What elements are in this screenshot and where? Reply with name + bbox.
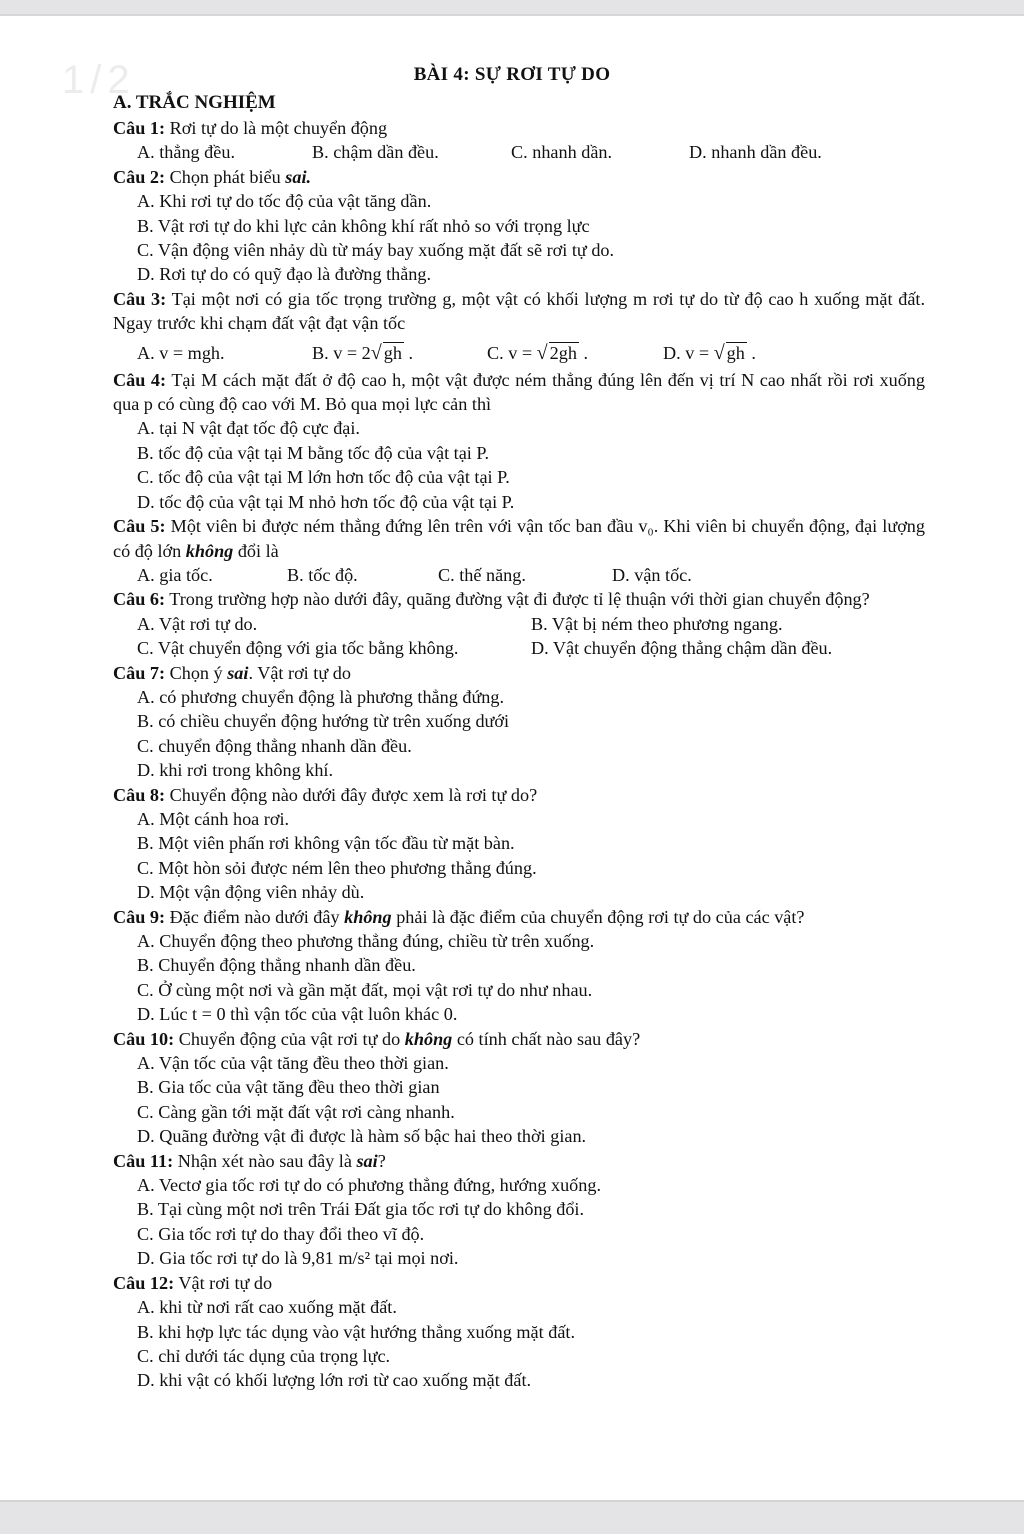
option-b: B. tốc độ. [287, 564, 358, 585]
option-c: C. Vật chuyển động với gia tốc bằng không. [137, 638, 459, 659]
question-stem [113, 116, 925, 140]
radicand: gh [383, 342, 402, 363]
option-c: C. tốc độ của vật tại M lớn hơn tốc độ của vật tại P. [137, 467, 510, 488]
radicand: gh [726, 342, 745, 363]
option-c: C. nhanh dần. [511, 142, 613, 163]
question-label: Câu 6: [113, 589, 166, 610]
question-label: Câu 12: [113, 1272, 175, 1293]
question-1 [113, 116, 925, 165]
question-text: Chọn phát biểu [165, 166, 286, 187]
question-stem [113, 1271, 925, 1295]
option-a: A. tại N vật đạt tốc độ cực đại. [137, 418, 360, 439]
option-a: A. Vectơ gia tốc rơi tự do có phương thẳng đứng, hướng xuống. [137, 1175, 601, 1196]
option-c: C. Gia tốc rơi tự do thay đổi theo vĩ độ. [137, 1223, 425, 1244]
viewer-bottom-bar [0, 1500, 1024, 1534]
option-b: B. Một viên phấn rơi không vận tốc đầu từ mặt bàn. [137, 833, 515, 854]
question-label: Câu 1: [113, 118, 166, 138]
sqrt-icon: √ [713, 341, 725, 364]
option-c: C. chỉ dưới tác dụng của trọng lực. [137, 1345, 391, 1366]
option-d: D. Một vận động viên nhảy dù. [137, 882, 365, 903]
document-title: BÀI 4: SỰ RƠI TỰ DO [413, 64, 611, 85]
emphasis-text: sai. [285, 166, 312, 187]
question-label: Câu 5: [113, 516, 166, 537]
question-text: Chuyển động của vật rơi tự do [174, 1028, 405, 1049]
option-c: C. Một hòn sỏi được ném lên theo phương thẳng đúng. [137, 857, 537, 878]
options-row-2 [113, 636, 925, 660]
option-b: B. có chiều chuyển động hướng từ trên xuống dưới [137, 711, 510, 732]
option-c: C. Vận động viên nhảy dù từ máy bay xuống mặt đất sẽ rơi tự do. [137, 240, 615, 261]
question-label: Câu 11: [113, 1150, 174, 1171]
emphasis-text: sai [356, 1150, 378, 1171]
period: . [403, 342, 414, 363]
question-text: Tại một nơi có gia tốc trọng trường g, một vật có khối lượng m rơi tự do từ độ cao h xuống mặt đất. Ngay trước khi chạm đất vật đạt vận tốc [113, 288, 926, 334]
emphasis-text: không [404, 1028, 453, 1049]
option-a: A. Một cánh hoa rơi. [137, 808, 290, 829]
question-2 [113, 165, 925, 287]
option-d: D. nhanh dần đều. [689, 142, 822, 163]
question-label: Câu 4: [113, 369, 167, 390]
option-d: D. Lúc t = 0 thì vận tốc của vật luôn khác 0. [137, 1004, 458, 1025]
option-d: D. Quãng đường vật đi được là hàm số bậc hai theo thời gian. [137, 1126, 587, 1147]
question-text: Đặc điểm nào dưới đây [165, 906, 345, 927]
option-d-prefix: D. v = [663, 342, 714, 363]
option-c [487, 338, 663, 368]
question-4 [113, 368, 925, 514]
question-stem [113, 1149, 925, 1173]
option-d [663, 338, 756, 368]
question-stem [113, 587, 925, 611]
question-stem [113, 1027, 925, 1051]
question-label: Câu 2: [113, 166, 166, 187]
question-stem [113, 783, 925, 807]
period: . [746, 342, 756, 363]
option-d: D. khi vật có khối lượng lớn rơi từ cao xuống mặt đất. [137, 1370, 532, 1391]
option-b: B. tốc độ của vật tại M bằng tốc độ của vật tại P. [137, 442, 490, 463]
option-b: B. Vật bị ném theo phương ngang. [531, 613, 783, 634]
question-label: Câu 3: [113, 288, 167, 309]
option-b: B. Tại cùng một nơi trên Trái Đất gia tốc rơi tự do không đổi. [137, 1199, 585, 1220]
options [113, 338, 925, 368]
question-5 [113, 514, 925, 587]
question-text: Rơi tự do là một chuyển động [165, 118, 388, 138]
option-a: A. Vật rơi tự do. [137, 613, 258, 634]
question-text: Trong trường hợp nào dưới đây, quãng đường vật đi được tỉ lệ thuận với thời gian chuyển động? [165, 589, 870, 610]
viewer-top-bar [0, 0, 1024, 16]
question-stem [113, 165, 925, 189]
option-a: A. Chuyển động theo phương thẳng đúng, chiều từ trên xuống. [137, 931, 595, 951]
question-11 [113, 1149, 925, 1271]
emphasis-text: không [185, 540, 234, 561]
question-6 [113, 587, 925, 660]
option-b: B. Vật rơi tự do khi lực cản không khí rất nhỏ so với trọng lực [137, 215, 590, 236]
option-b: B. Chuyển động thẳng nhanh dần đều. [137, 955, 416, 976]
options-row-1 [113, 612, 925, 636]
question-12 [113, 1271, 925, 1393]
question-7 [113, 661, 925, 783]
emphasis-text: không [344, 906, 392, 927]
option-c: C. Ở cùng một nơi và gần mặt đất, mọi vật rơi tự do như nhau. [137, 979, 593, 1000]
period: . [578, 342, 589, 363]
options [113, 140, 925, 164]
option-b [312, 338, 487, 368]
sqrt-icon: √ [370, 341, 382, 364]
option-d: D. Gia tốc rơi tự do là 9,81 m/s² tại mọi nơi. [137, 1248, 459, 1269]
question-text-end: phải là đặc điểm của chuyển động rơi tự do của các vật? [391, 906, 805, 927]
option-d: D. Vật chuyển động thẳng chậm dần đều. [531, 638, 833, 659]
question-3 [113, 287, 925, 368]
option-c-prefix: C. v = [487, 342, 537, 363]
option-c: C. Càng gần tới mặt đất vật rơi càng nhanh. [137, 1101, 455, 1122]
question-stem [113, 514, 925, 563]
section-heading: A. TRẮC NGHIỆM [113, 92, 276, 113]
question-text-end: ? [377, 1150, 386, 1171]
option-d: D. Rơi tự do có quỹ đạo là đường thẳng. [137, 264, 432, 285]
question-8 [113, 783, 925, 905]
option-a: A. gia tốc. [137, 564, 213, 585]
question-stem [113, 368, 925, 417]
question-label: Câu 8: [113, 784, 166, 805]
option-a: A. có phương chuyển động là phương thẳng đứng. [137, 686, 505, 707]
question-10 [113, 1027, 925, 1149]
options [113, 563, 925, 587]
question-label: Câu 7: [113, 662, 166, 683]
option-a: A. thẳng đều. [137, 142, 235, 163]
question-label: Câu 10: [113, 1028, 175, 1049]
page-number-watermark: 1/2 [62, 58, 136, 102]
option-a: A. v = mgh. [137, 342, 225, 363]
option-a: A. khi từ nơi rất cao xuống mặt đất. [137, 1297, 397, 1318]
option-d: D. tốc độ của vật tại M nhỏ hơn tốc độ của vật tại P. [137, 491, 515, 512]
radicand: 2gh [549, 342, 577, 363]
option-a: A. Vận tốc của vật tăng đều theo thời gian. [137, 1053, 449, 1074]
option-d: D. khi rơi trong không khí. [137, 760, 334, 781]
question-stem [113, 905, 925, 929]
sqrt-icon: √ [536, 341, 548, 364]
option-c: C. chuyển động thẳng nhanh dần đều. [137, 735, 412, 756]
option-b: B. chậm dần đều. [312, 142, 439, 163]
question-9 [113, 905, 925, 1027]
question-stem [113, 661, 925, 685]
option-b: B. khi hợp lực tác dụng vào vật hướng thẳng xuống mặt đất. [137, 1321, 575, 1342]
option-a: A. Khi rơi tự do tốc độ của vật tăng dần. [137, 191, 432, 212]
question-stem [113, 287, 925, 336]
emphasis-text: sai [227, 662, 249, 683]
option-b: B. Gia tốc của vật tăng đều theo thời gian [137, 1077, 440, 1098]
question-text: Vật rơi tự do [174, 1272, 273, 1293]
question-list [113, 116, 925, 1393]
question-text: Tại M cách mặt đất ở độ cao h, một vật được ném thẳng đúng lên đến vị trí N cao nhất rồi rơi xuống qua p có cùng độ cao với M. Bỏ qua mọi lực cản thì [113, 369, 925, 415]
question-text-end: có tính chất nào sau đây? [452, 1028, 641, 1049]
option-d: D. vận tốc. [612, 564, 692, 585]
question-text: Chọn ý [165, 662, 228, 683]
question-text: Nhận xét nào sau đây là [173, 1150, 357, 1171]
question-text: Một viên bi được ném thẳng đứng lên trên với vận tốc ban đầu v₀. Khi viên bi chuyển động, đại lượng có độ lớn [113, 516, 925, 561]
question-label: Câu 9: [113, 906, 166, 927]
option-c: C. thế năng. [438, 564, 526, 585]
question-text: Chuyển động nào dưới đây được xem là rơi tự do? [165, 784, 538, 805]
option-b-prefix: B. v = 2 [312, 342, 371, 363]
question-text-end: . Vật rơi tự do [248, 662, 351, 683]
question-text-end: đổi là [233, 540, 279, 561]
